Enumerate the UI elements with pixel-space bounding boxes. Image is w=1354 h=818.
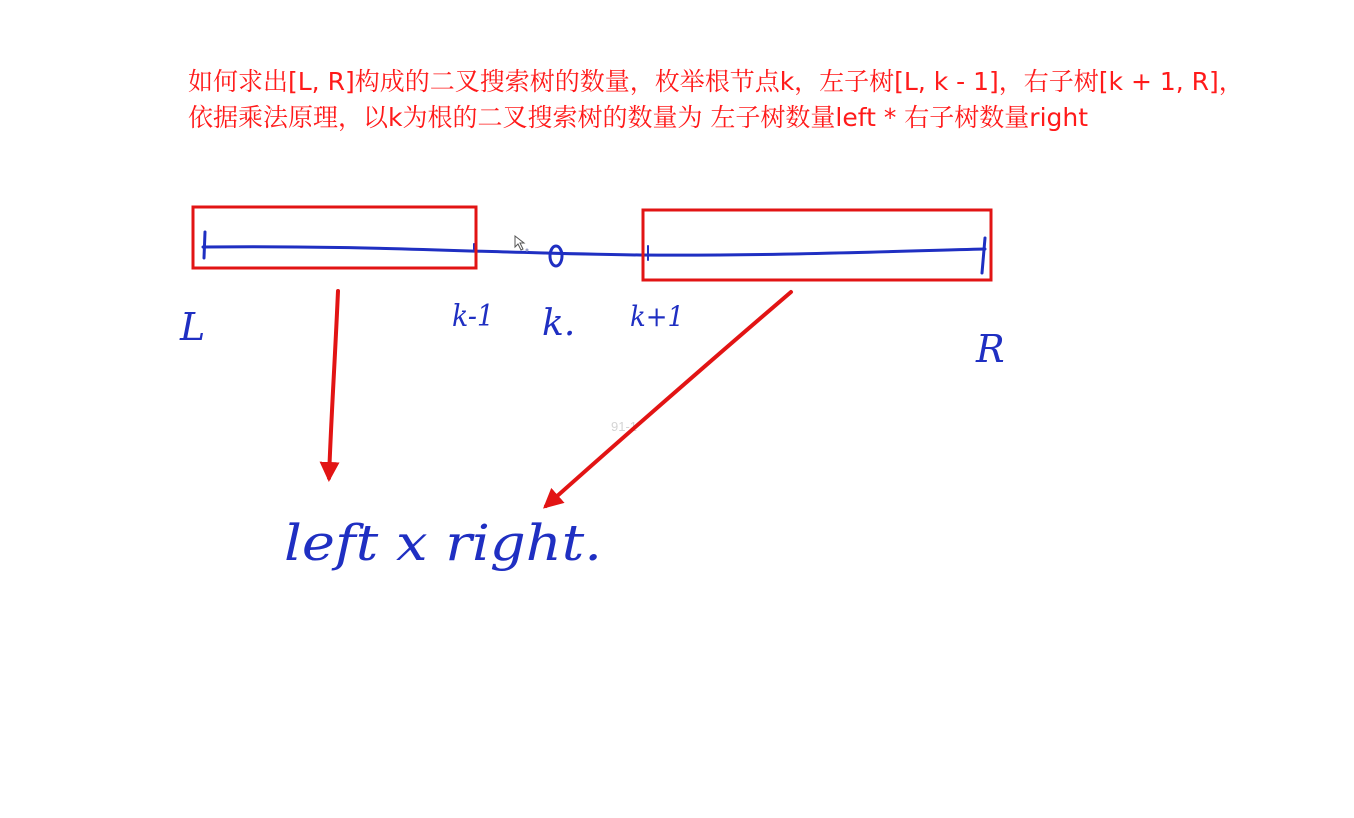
range-line [203, 247, 985, 255]
label-R: R [976, 327, 1005, 371]
arrow-left-to-formula [329, 291, 338, 478]
tick-R [982, 238, 985, 273]
tick-L [204, 232, 205, 258]
label-L: L [180, 305, 206, 349]
watermark: 91-1 [611, 419, 638, 434]
cursor-icon [515, 236, 524, 250]
explanation-line-1: 如何求出[L, R]构成的二叉搜索树的数量，枚举根节点k，左子树[L, k - 1]，右子树[k + 1, R]， [188, 67, 1244, 96]
label-k: k. [542, 303, 576, 344]
left-subtree-box [193, 207, 476, 268]
root-node-k [550, 246, 562, 266]
right-subtree-box [643, 210, 991, 280]
formula-left-times-right: left x right. [284, 514, 602, 572]
label-k-minus-1: k-1 [452, 299, 494, 334]
explanation-line-2: 依据乘法原理，以k为根的二叉搜索树的数量为 左子树数量left * 右子树数量right [188, 103, 1089, 132]
ink-dot [526, 249, 529, 252]
label-k-plus-1: k+1 [630, 300, 684, 333]
